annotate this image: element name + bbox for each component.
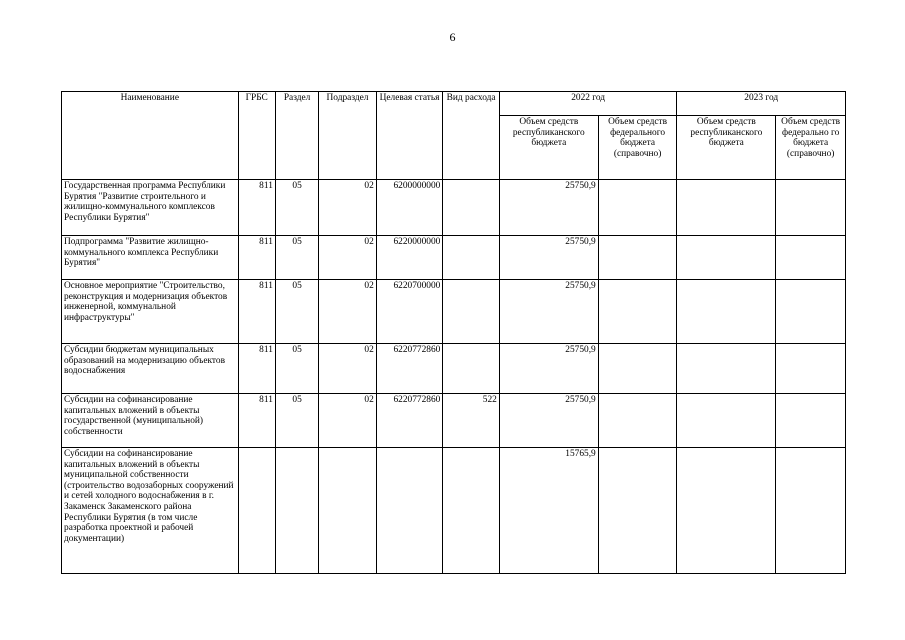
cell-fed-2023 [776,180,846,236]
cell-fed-2022 [598,344,677,394]
cell-expense [443,236,500,280]
header-grbs: ГРБС [238,92,275,180]
cell-target: 6200000000 [376,180,443,236]
cell-rep-2022: 25750,9 [499,344,598,394]
cell-fed-2022 [598,394,677,448]
cell-target [376,448,443,574]
cell-rep-2023 [677,394,776,448]
cell-grbs: 811 [238,236,275,280]
header-row-1 [62,92,846,116]
header-rep-budget-2023: Объем средств республиканского бюджета [677,116,776,180]
cell-grbs [238,448,275,574]
cell-name: Субсидии на софинансирование капитальных вложений в объекты муниципальной собственности (строительство водозаборных сооружений и сетей холодного водоснабжения в г. Закаменск Закаменского района Республики Бурятия (в том числе разработка проектной и рабочей документации) [62,448,239,574]
cell-subsection [319,448,377,574]
cell-rep-2023 [677,236,776,280]
cell-rep-2022: 25750,9 [499,280,598,344]
header-rep-budget-2022: Объем средств республиканского бюджета [499,116,598,180]
cell-rep-2023 [677,448,776,574]
table-row [62,448,846,574]
header-fed-budget-2023: Объем средств федерально го бюджета (справочно) [776,116,846,180]
cell-fed-2023 [776,236,846,280]
cell-grbs: 811 [238,344,275,394]
cell-subsection: 02 [319,236,377,280]
cell-section: 05 [275,344,318,394]
table-row [62,394,846,448]
cell-section: 05 [275,236,318,280]
table-row [62,344,846,394]
header-subsection: Подраздел [319,92,377,180]
cell-fed-2023 [776,344,846,394]
table-row [62,236,846,280]
cell-expense [443,448,500,574]
cell-target: 6220772860 [376,394,443,448]
header-section: Раздел [275,92,318,180]
cell-section: 05 [275,180,318,236]
cell-rep-2022: 25750,9 [499,180,598,236]
table-row [62,180,846,236]
table-row [62,280,846,344]
cell-name: Государственная программа Республики Бурятия "Развитие строительного и жилищно-коммунального комплексов Республики Бурятия" [62,180,239,236]
cell-rep-2022: 15765,9 [499,448,598,574]
cell-fed-2022 [598,236,677,280]
cell-subsection: 02 [319,180,377,236]
cell-section [275,448,318,574]
cell-expense [443,280,500,344]
cell-expense [443,344,500,394]
header-year-2022: 2022 год [499,92,677,116]
cell-rep-2023 [677,344,776,394]
header-name: Наименование [62,92,239,180]
header-year-2023: 2023 год [677,92,846,116]
cell-target: 6220772860 [376,344,443,394]
page-number: 6 [449,30,456,44]
cell-grbs: 811 [238,394,275,448]
cell-grbs: 811 [238,280,275,344]
cell-name: Субсидии бюджетам муниципальных образований на модернизацию объектов водоснабжения [62,344,239,394]
budget-table [61,91,846,574]
header-target-article: Целевая статья [376,92,443,180]
cell-fed-2023 [776,280,846,344]
cell-rep-2022: 25750,9 [499,394,598,448]
cell-target: 6220700000 [376,280,443,344]
cell-fed-2022 [598,180,677,236]
cell-rep-2023 [677,180,776,236]
cell-section: 05 [275,394,318,448]
cell-rep-2022: 25750,9 [499,236,598,280]
cell-fed-2023 [776,448,846,574]
cell-fed-2022 [598,448,677,574]
cell-name: Основное мероприятие "Строительство, реконструкция и модернизация объектов инженерной, коммунальной инфраструктуры" [62,280,239,344]
cell-grbs: 811 [238,180,275,236]
cell-expense: 522 [443,394,500,448]
cell-rep-2023 [677,280,776,344]
cell-expense [443,180,500,236]
cell-fed-2022 [598,280,677,344]
cell-name: Подпрограмма "Развитие жилищно-коммунального комплекса Республики Бурятия" [62,236,239,280]
cell-subsection: 02 [319,280,377,344]
cell-subsection: 02 [319,344,377,394]
cell-target: 6220000000 [376,236,443,280]
cell-name: Субсидии на софинансирование капитальных вложений в объекты государственной (муниципальной) собственности [62,394,239,448]
cell-subsection: 02 [319,394,377,448]
header-expense-type: Вид расхода [443,92,500,180]
header-fed-budget-2022: Объем средств федерального бюджета (справочно) [598,116,677,180]
cell-section: 05 [275,280,318,344]
cell-fed-2023 [776,394,846,448]
